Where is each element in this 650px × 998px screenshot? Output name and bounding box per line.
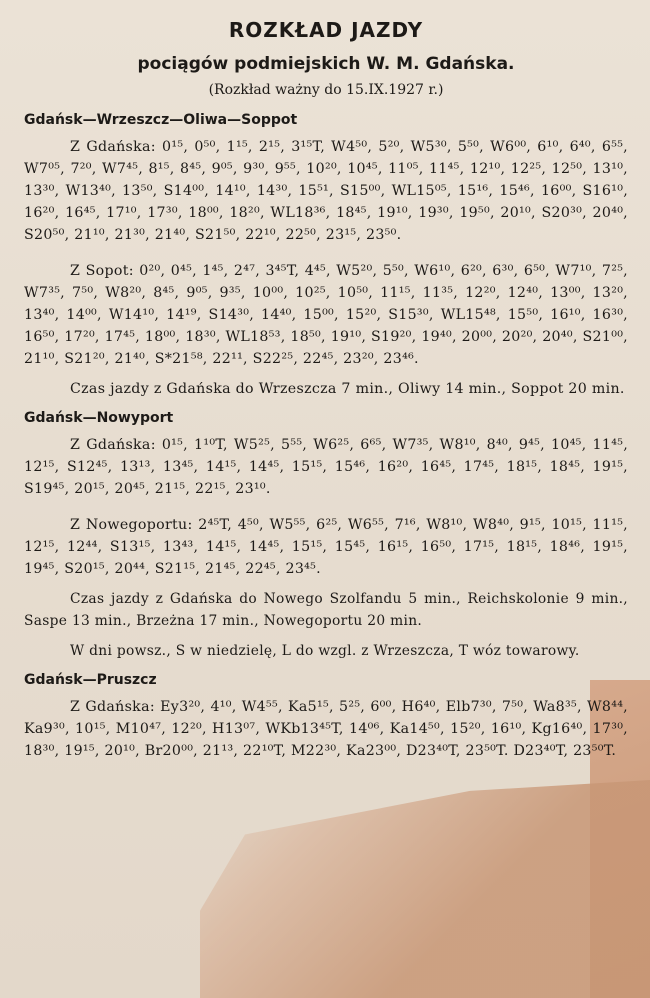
- page-title: ROZKŁAD JAZDY: [228, 18, 424, 42]
- legend-note: W dni powsz., S w niedzielę, L do wzgl. z Wrzeszcza, T wóz towarowy.: [70, 643, 580, 659]
- section-gdansk-nowyport: [24, 410, 628, 662]
- section-title: Gdańsk—Pruszcz: [24, 672, 157, 688]
- departures-from-gdansk: Z Gdańska: Ey3²⁰, 4¹⁰, W4⁵⁵, Ka5¹⁵, 5²⁵, 6⁰⁰, H6⁴⁰, Elb7³⁰, 7⁵⁰, Wa8³⁵, W8⁴⁴, Ka9³⁰, 10¹⁵, M10⁴⁷, 12²⁰, H13⁰⁷, WKb13⁴⁵T, 14⁰⁶, Ka14⁵⁰, 15²⁰, 16¹⁰, Kg16⁴⁰, 17³⁰, 18³⁰, 19¹⁵, 20¹⁰, Br20⁰⁰, 21¹³, 22¹⁰T, M22³⁰, Ka23⁰⁰, D23⁴⁰T, 23⁵⁰T. D23⁴⁰T, 23⁵⁰T.: [24, 699, 628, 759]
- section-title: Gdańsk—Wrzeszcz—Oliwa—Soppot: [24, 112, 298, 128]
- section-gdansk-pruszcz: [24, 672, 628, 762]
- travel-time-note: Czas jazdy z Gdańska do Nowego Szolfandu 5 min., Reichskolonie 9 min., Saspe 13 min., Brzeżna 17 min., Nowegoportu 20 min.: [24, 591, 628, 629]
- torn-paper-stain: [200, 780, 650, 998]
- departures-from-gdansk: Z Gdańska: 0¹⁵, 0⁵⁰, 1¹⁵, 2¹⁵, 3¹⁵T, W4⁵⁰, 5²⁰, W5³⁰, 5⁵⁰, W6⁰⁰, 6¹⁰, 6⁴⁰, 6⁵⁵, W7⁰⁵, 7²⁰, W7⁴⁵, 8¹⁵, 8⁴⁵, 9⁰⁵, 9³⁰, 9⁵⁵, 10²⁰, 10⁴⁵, 11⁰⁵, 11⁴⁵, 12¹⁰, 12²⁵, 12⁵⁰, 13¹⁰, 13³⁰, W13⁴⁰, 13⁵⁰, S14⁰⁰, 14¹⁰, 14³⁰, 15⁵¹, S15⁰⁰, WL15⁰⁵, 15¹⁶, 15⁴⁶, 16⁰⁰, S16¹⁰, 16²⁰, 16⁴⁵, 17¹⁰, 17³⁰, 18⁰⁰, 18²⁰, WL18³⁶, 18⁴⁵, 19¹⁰, 19³⁰, 19⁵⁰, 20¹⁰, S20³⁰, 20⁴⁰, S20⁵⁰, 21¹⁰, 21³⁰, 21⁴⁰, S21⁵⁰, 22¹⁰, 22⁵⁰, 23¹⁵, 23⁵⁰.: [24, 139, 628, 243]
- departures-from-nowyport: Z Nowegoportu: 2⁴⁵T, 4⁵⁰, W5⁵⁵, 6²⁵, W6⁵⁵, 7¹⁶, W8¹⁰, W8⁴⁰, 9¹⁵, 10¹⁵, 11¹⁵, 12¹⁵, 12⁴⁴, S13¹⁵, 13⁴³, 14¹⁵, 14⁴⁵, 15¹⁵, 15⁴⁵, 16¹⁵, 16⁵⁰, 17¹⁵, 18¹⁵, 18⁴⁶, 19¹⁵, 19⁴⁵, S20¹⁵, 20⁴⁴, S21¹⁵, 21⁴⁵, 22⁴⁵, 23⁴⁵.: [24, 517, 628, 577]
- departures-from-sopot: Z Sopot: 0²⁰, 0⁴⁵, 1⁴⁵, 2⁴⁷, 3⁴⁵T, 4⁴⁵, W5²⁰, 5⁵⁰, W6¹⁰, 6²⁰, 6³⁰, 6⁵⁰, W7¹⁰, 7²⁵, W7³⁵, 7⁵⁰, W8²⁰, 8⁴⁵, 9⁰⁵, 9³⁵, 10⁰⁰, 10²⁵, 10⁵⁰, 11¹⁵, 11³⁵, 12²⁰, 12⁴⁰, 13⁰⁰, 13²⁰, 13⁴⁰, 14⁰⁰, W14¹⁰, 14¹⁹, S14³⁰, 14⁴⁰, 15⁰⁰, 15²⁰, S15³⁰, WL15⁴⁸, 15⁵⁰, 16¹⁰, 16³⁰, 16⁵⁰, 17²⁰, 17⁴⁵, 18⁰⁰, 18³⁰, WL18⁵³, 18⁵⁰, 19¹⁰, S19²⁰, 19⁴⁰, 20⁰⁰, 20²⁰, 20⁴⁰, S21⁰⁰, 21¹⁰, S21²⁰, 21⁴⁰, S*21⁵⁸, 22¹¹, S22²⁵, 22⁴⁵, 23²⁰, 23⁴⁶.: [24, 263, 628, 367]
- timetable-content: [24, 18, 628, 770]
- page-subtitle: pociągów podmiejskich W. M. Gdańska.: [137, 54, 515, 74]
- section-gdansk-sopot: [24, 112, 628, 400]
- validity-note: (Rozkład ważny do 15.IX.1927 r.): [208, 82, 444, 98]
- section-title: Gdańsk—Nowyport: [24, 410, 174, 426]
- travel-time-note: Czas jazdy z Gdańska do Wrzeszcza 7 min., Oliwy 14 min., Soppot 20 min.: [70, 381, 625, 397]
- departures-from-gdansk: Z Gdańska: 0¹⁵, 1¹⁰T, W5²⁵, 5⁵⁵, W6²⁵, 6⁶⁵, W7³⁵, W8¹⁰, 8⁴⁰, 9⁴⁵, 10⁴⁵, 11⁴⁵, 12¹⁵, S12⁴⁵, 13¹³, 13⁴⁵, 14¹⁵, 14⁴⁵, 15¹⁵, 15⁴⁶, 16²⁰, 16⁴⁵, 17⁴⁵, 18¹⁵, 18⁴⁵, 19¹⁵, S19⁴⁵, 20¹⁵, 20⁴⁵, 21¹⁵, 22¹⁵, 23¹⁰.: [24, 437, 628, 497]
